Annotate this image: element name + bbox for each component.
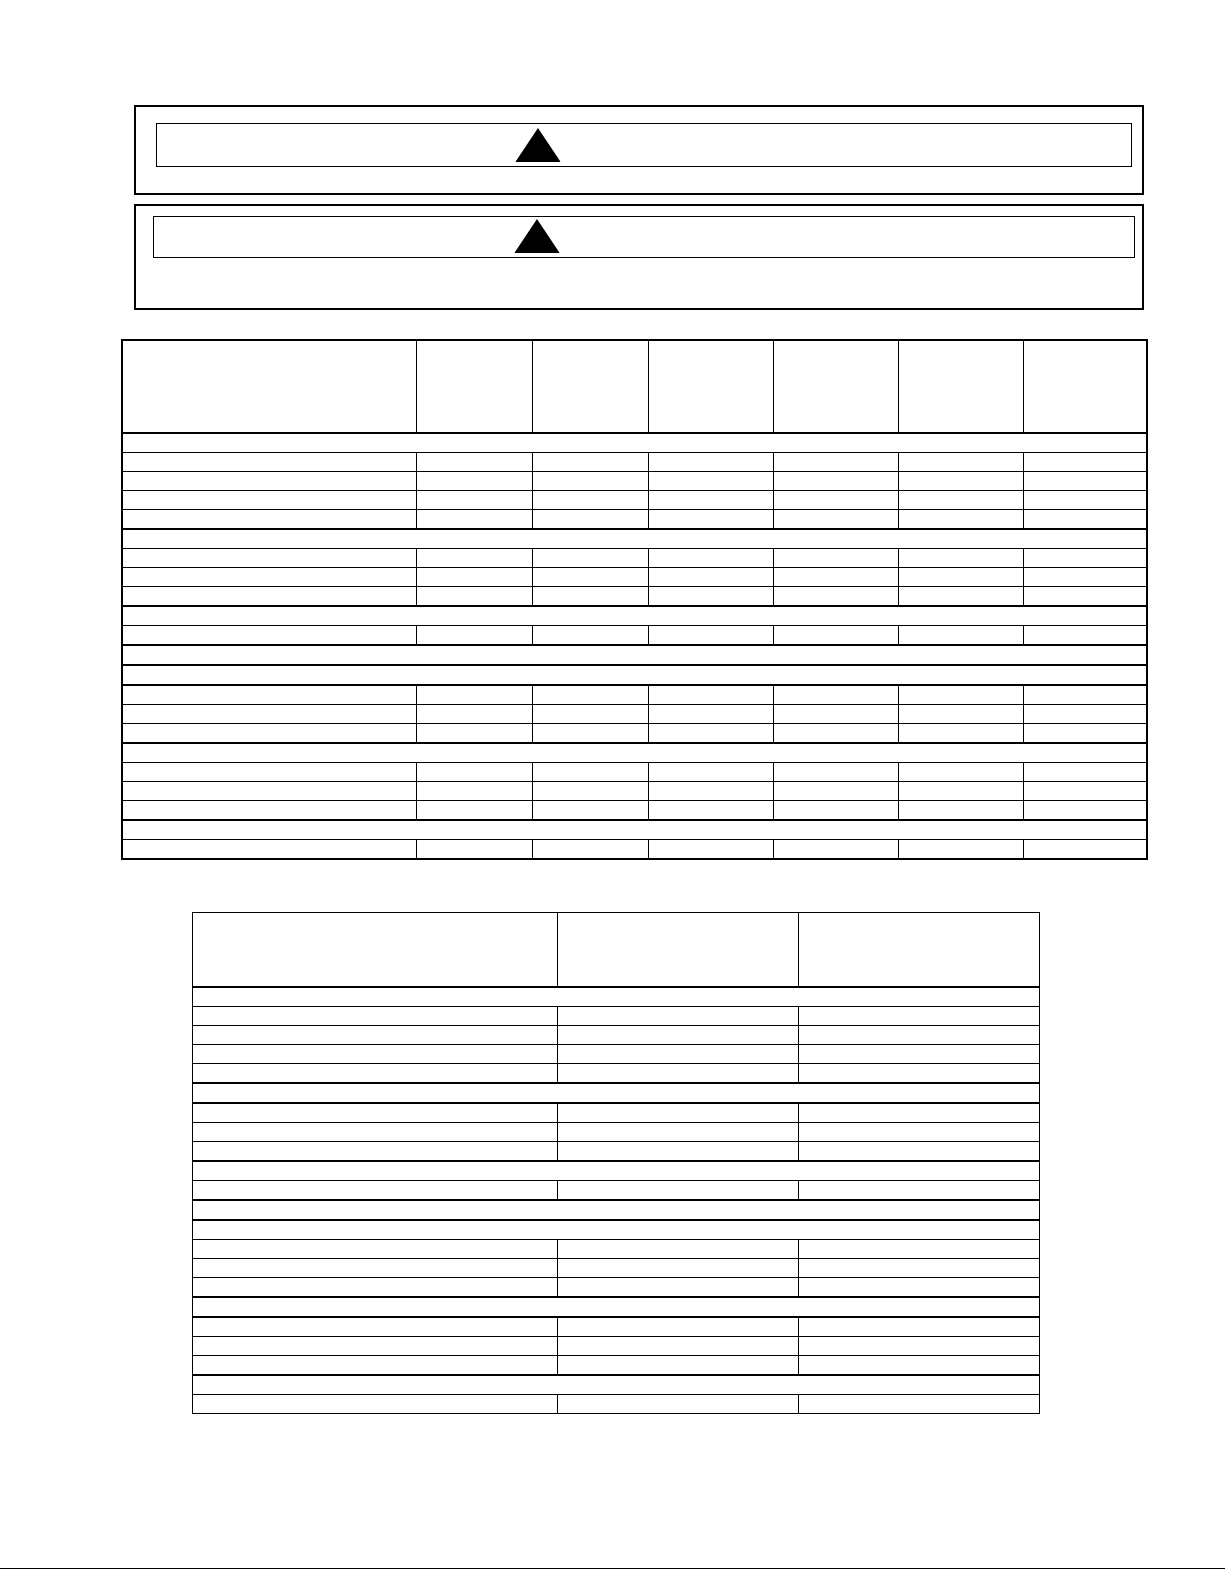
section-cell bbox=[193, 1200, 1040, 1220]
header-cell bbox=[193, 913, 558, 988]
table-cell bbox=[193, 1064, 558, 1084]
table-cell bbox=[558, 1317, 799, 1337]
table-row bbox=[193, 1026, 1040, 1045]
section-row bbox=[122, 665, 1147, 685]
table-cell bbox=[799, 1064, 1040, 1084]
table-cell bbox=[122, 724, 416, 744]
table-cell bbox=[1023, 705, 1147, 724]
table-cell bbox=[898, 587, 1023, 607]
table-row bbox=[193, 1103, 1040, 1123]
table-cell bbox=[532, 626, 648, 646]
table-cell bbox=[1023, 626, 1147, 646]
table-cell bbox=[1023, 472, 1147, 491]
table-row bbox=[193, 1064, 1040, 1084]
table-cell bbox=[532, 568, 648, 587]
section-cell bbox=[193, 1375, 1040, 1395]
header-cell bbox=[773, 340, 898, 433]
table-cell bbox=[558, 1142, 799, 1162]
table-cell bbox=[416, 568, 532, 587]
table-cell bbox=[799, 1103, 1040, 1123]
table-cell bbox=[532, 510, 648, 530]
table-row bbox=[122, 801, 1147, 821]
table-cell bbox=[1023, 568, 1147, 587]
table-cell bbox=[193, 1103, 558, 1123]
table-row bbox=[193, 1337, 1040, 1356]
table-cell bbox=[898, 705, 1023, 724]
table-cell bbox=[193, 1142, 558, 1162]
table-cell bbox=[558, 1045, 799, 1064]
table-cell bbox=[799, 1240, 1040, 1259]
table-cell bbox=[773, 472, 898, 491]
table-cell bbox=[193, 1317, 558, 1337]
table-cell bbox=[773, 705, 898, 724]
table-row bbox=[122, 685, 1147, 705]
table-row bbox=[193, 1395, 1040, 1414]
table-cell bbox=[122, 763, 416, 782]
section-cell bbox=[193, 987, 1040, 1007]
table-cell bbox=[416, 724, 532, 744]
table-row bbox=[193, 1240, 1040, 1259]
table-cell bbox=[416, 549, 532, 568]
table-cell bbox=[193, 1395, 558, 1414]
table-cell bbox=[122, 685, 416, 705]
table-cell bbox=[122, 549, 416, 568]
section-row bbox=[193, 1161, 1040, 1181]
section-row bbox=[122, 606, 1147, 626]
table-cell bbox=[898, 549, 1023, 568]
header-cell bbox=[416, 340, 532, 433]
section-cell bbox=[122, 665, 1147, 685]
table-cell bbox=[122, 453, 416, 472]
section-cell bbox=[122, 645, 1147, 665]
section-row bbox=[122, 433, 1147, 453]
table-row bbox=[122, 549, 1147, 568]
table-row bbox=[122, 724, 1147, 744]
table-cell bbox=[558, 1356, 799, 1376]
table-row bbox=[122, 453, 1147, 472]
table-cell bbox=[773, 568, 898, 587]
table-cell bbox=[122, 626, 416, 646]
table-row bbox=[122, 491, 1147, 510]
table-cell bbox=[532, 453, 648, 472]
table-row bbox=[193, 1317, 1040, 1337]
table-row bbox=[122, 626, 1147, 646]
table-cell bbox=[799, 1337, 1040, 1356]
section-row bbox=[122, 645, 1147, 665]
table-cell bbox=[648, 510, 773, 530]
header-cell bbox=[122, 340, 416, 433]
table-cell bbox=[799, 1181, 1040, 1201]
table-row bbox=[193, 1045, 1040, 1064]
table-cell bbox=[558, 1259, 799, 1278]
table-cell bbox=[558, 1026, 799, 1045]
warning-triangle-icon bbox=[513, 218, 561, 254]
table-cell bbox=[416, 472, 532, 491]
section-row bbox=[193, 1200, 1040, 1220]
table-cell bbox=[799, 1395, 1040, 1414]
table-cell bbox=[898, 724, 1023, 744]
table-cell bbox=[799, 1317, 1040, 1337]
table-cell bbox=[773, 491, 898, 510]
table-cell bbox=[773, 587, 898, 607]
table-cell bbox=[193, 1240, 558, 1259]
section-row bbox=[193, 1375, 1040, 1395]
table-cell bbox=[799, 1123, 1040, 1142]
table-cell bbox=[558, 1123, 799, 1142]
table-cell bbox=[416, 705, 532, 724]
table-cell bbox=[558, 1007, 799, 1026]
table-row bbox=[193, 1181, 1040, 1201]
warning-box-2 bbox=[134, 204, 1144, 310]
table-cell bbox=[193, 1181, 558, 1201]
table-row bbox=[193, 1007, 1040, 1026]
page-bottom-rule bbox=[0, 1568, 1225, 1569]
table-cell bbox=[1023, 491, 1147, 510]
table-cell bbox=[122, 472, 416, 491]
table-cell bbox=[898, 491, 1023, 510]
table-cell bbox=[122, 568, 416, 587]
section-row bbox=[122, 529, 1147, 549]
table-cell bbox=[648, 549, 773, 568]
table-cell bbox=[193, 1045, 558, 1064]
table-cell bbox=[648, 724, 773, 744]
table-cell bbox=[532, 705, 648, 724]
table-cell bbox=[532, 801, 648, 821]
table-cell bbox=[1023, 801, 1147, 821]
table-row bbox=[122, 587, 1147, 607]
table-cell bbox=[558, 1395, 799, 1414]
section-cell bbox=[122, 606, 1147, 626]
warning-header-1 bbox=[156, 123, 1132, 167]
table-cell bbox=[773, 801, 898, 821]
table-cell bbox=[193, 1337, 558, 1356]
specs-table-2 bbox=[192, 912, 1040, 1414]
header-cell bbox=[1023, 340, 1147, 433]
table-cell bbox=[773, 782, 898, 801]
section-row bbox=[193, 987, 1040, 1007]
table-cell bbox=[122, 801, 416, 821]
header-cell bbox=[532, 340, 648, 433]
table-cell bbox=[773, 549, 898, 568]
table-row bbox=[122, 472, 1147, 491]
table-cell bbox=[416, 685, 532, 705]
section-cell bbox=[122, 433, 1147, 453]
section-row bbox=[193, 1083, 1040, 1103]
header-cell bbox=[648, 340, 773, 433]
section-cell bbox=[122, 820, 1147, 840]
table-cell bbox=[773, 763, 898, 782]
table-cell bbox=[898, 453, 1023, 472]
table-cell bbox=[416, 626, 532, 646]
table-cell bbox=[773, 510, 898, 530]
table-cell bbox=[898, 472, 1023, 491]
table-cell bbox=[898, 763, 1023, 782]
table-cell bbox=[122, 782, 416, 801]
section-cell bbox=[122, 743, 1147, 763]
table-row bbox=[193, 1123, 1040, 1142]
table-cell bbox=[193, 1278, 558, 1298]
table-cell bbox=[648, 801, 773, 821]
table-cell bbox=[558, 1181, 799, 1201]
section-row bbox=[193, 1297, 1040, 1317]
warning-box-1 bbox=[134, 105, 1144, 195]
table-row bbox=[122, 510, 1147, 530]
header-cell bbox=[799, 913, 1040, 988]
section-cell bbox=[193, 1161, 1040, 1181]
table-cell bbox=[799, 1259, 1040, 1278]
section-row bbox=[122, 743, 1147, 763]
table-cell bbox=[1023, 453, 1147, 472]
table-cell bbox=[416, 510, 532, 530]
table-cell bbox=[193, 1026, 558, 1045]
table-cell bbox=[648, 568, 773, 587]
table-cell bbox=[1023, 587, 1147, 607]
table-cell bbox=[799, 1007, 1040, 1026]
table-cell bbox=[898, 840, 1023, 860]
table-cell bbox=[799, 1026, 1040, 1045]
table-cell bbox=[532, 763, 648, 782]
table-cell bbox=[773, 626, 898, 646]
header-cell bbox=[558, 913, 799, 988]
table-cell bbox=[532, 840, 648, 860]
table-cell bbox=[1023, 685, 1147, 705]
table-cell bbox=[648, 782, 773, 801]
table-cell bbox=[193, 1259, 558, 1278]
table-cell bbox=[1023, 724, 1147, 744]
table-row bbox=[193, 1356, 1040, 1376]
table-cell bbox=[532, 724, 648, 744]
table-cell bbox=[648, 472, 773, 491]
table-row bbox=[193, 1142, 1040, 1162]
table-cell bbox=[1023, 782, 1147, 801]
table-cell bbox=[532, 472, 648, 491]
section-cell bbox=[122, 529, 1147, 549]
table-row bbox=[193, 1278, 1040, 1298]
warning-header-2 bbox=[153, 216, 1135, 258]
table-cell bbox=[416, 782, 532, 801]
table-cell bbox=[898, 685, 1023, 705]
table-cell bbox=[799, 1142, 1040, 1162]
table-cell bbox=[532, 685, 648, 705]
header-row bbox=[122, 340, 1147, 433]
table-cell bbox=[898, 626, 1023, 646]
table-cell bbox=[193, 1007, 558, 1026]
warning-triangle-icon bbox=[514, 127, 562, 163]
table-cell bbox=[648, 705, 773, 724]
table-cell bbox=[122, 705, 416, 724]
table-cell bbox=[558, 1064, 799, 1084]
table-cell bbox=[122, 491, 416, 510]
table-cell bbox=[193, 1123, 558, 1142]
table-cell bbox=[558, 1337, 799, 1356]
table-cell bbox=[898, 568, 1023, 587]
section-cell bbox=[193, 1083, 1040, 1103]
table-cell bbox=[532, 782, 648, 801]
table-cell bbox=[122, 587, 416, 607]
table-row bbox=[122, 763, 1147, 782]
table-cell bbox=[416, 453, 532, 472]
table-cell bbox=[558, 1240, 799, 1259]
table-cell bbox=[773, 840, 898, 860]
table-cell bbox=[799, 1045, 1040, 1064]
table-cell bbox=[898, 510, 1023, 530]
section-row bbox=[193, 1220, 1040, 1240]
table-cell bbox=[416, 840, 532, 860]
section-cell bbox=[193, 1220, 1040, 1240]
table-cell bbox=[648, 491, 773, 510]
table-cell bbox=[648, 763, 773, 782]
table-cell bbox=[416, 491, 532, 510]
table-cell bbox=[648, 587, 773, 607]
table-cell bbox=[1023, 549, 1147, 568]
table-cell bbox=[416, 763, 532, 782]
table-cell bbox=[648, 840, 773, 860]
table-cell bbox=[558, 1103, 799, 1123]
table-cell bbox=[1023, 763, 1147, 782]
table-cell bbox=[532, 587, 648, 607]
table-cell bbox=[122, 510, 416, 530]
table-cell bbox=[122, 840, 416, 860]
table-row bbox=[122, 782, 1147, 801]
table-cell bbox=[558, 1278, 799, 1298]
table-cell bbox=[532, 549, 648, 568]
table-row bbox=[193, 1259, 1040, 1278]
header-row bbox=[193, 913, 1040, 988]
table-row bbox=[122, 840, 1147, 860]
table-cell bbox=[648, 626, 773, 646]
table-cell bbox=[898, 782, 1023, 801]
section-cell bbox=[193, 1297, 1040, 1317]
table-cell bbox=[648, 453, 773, 472]
table-cell bbox=[773, 453, 898, 472]
table-row bbox=[122, 705, 1147, 724]
table-cell bbox=[648, 685, 773, 705]
table-cell bbox=[799, 1356, 1040, 1376]
table-cell bbox=[193, 1356, 558, 1376]
table-cell bbox=[799, 1278, 1040, 1298]
header-cell bbox=[898, 340, 1023, 433]
specs-table-1 bbox=[121, 339, 1148, 860]
table-cell bbox=[532, 491, 648, 510]
table-cell bbox=[416, 801, 532, 821]
table-row bbox=[122, 568, 1147, 587]
table-cell bbox=[773, 724, 898, 744]
section-row bbox=[122, 820, 1147, 840]
table-cell bbox=[898, 801, 1023, 821]
table-cell bbox=[1023, 840, 1147, 860]
table-cell bbox=[773, 685, 898, 705]
table-cell bbox=[416, 587, 532, 607]
table-cell bbox=[1023, 510, 1147, 530]
